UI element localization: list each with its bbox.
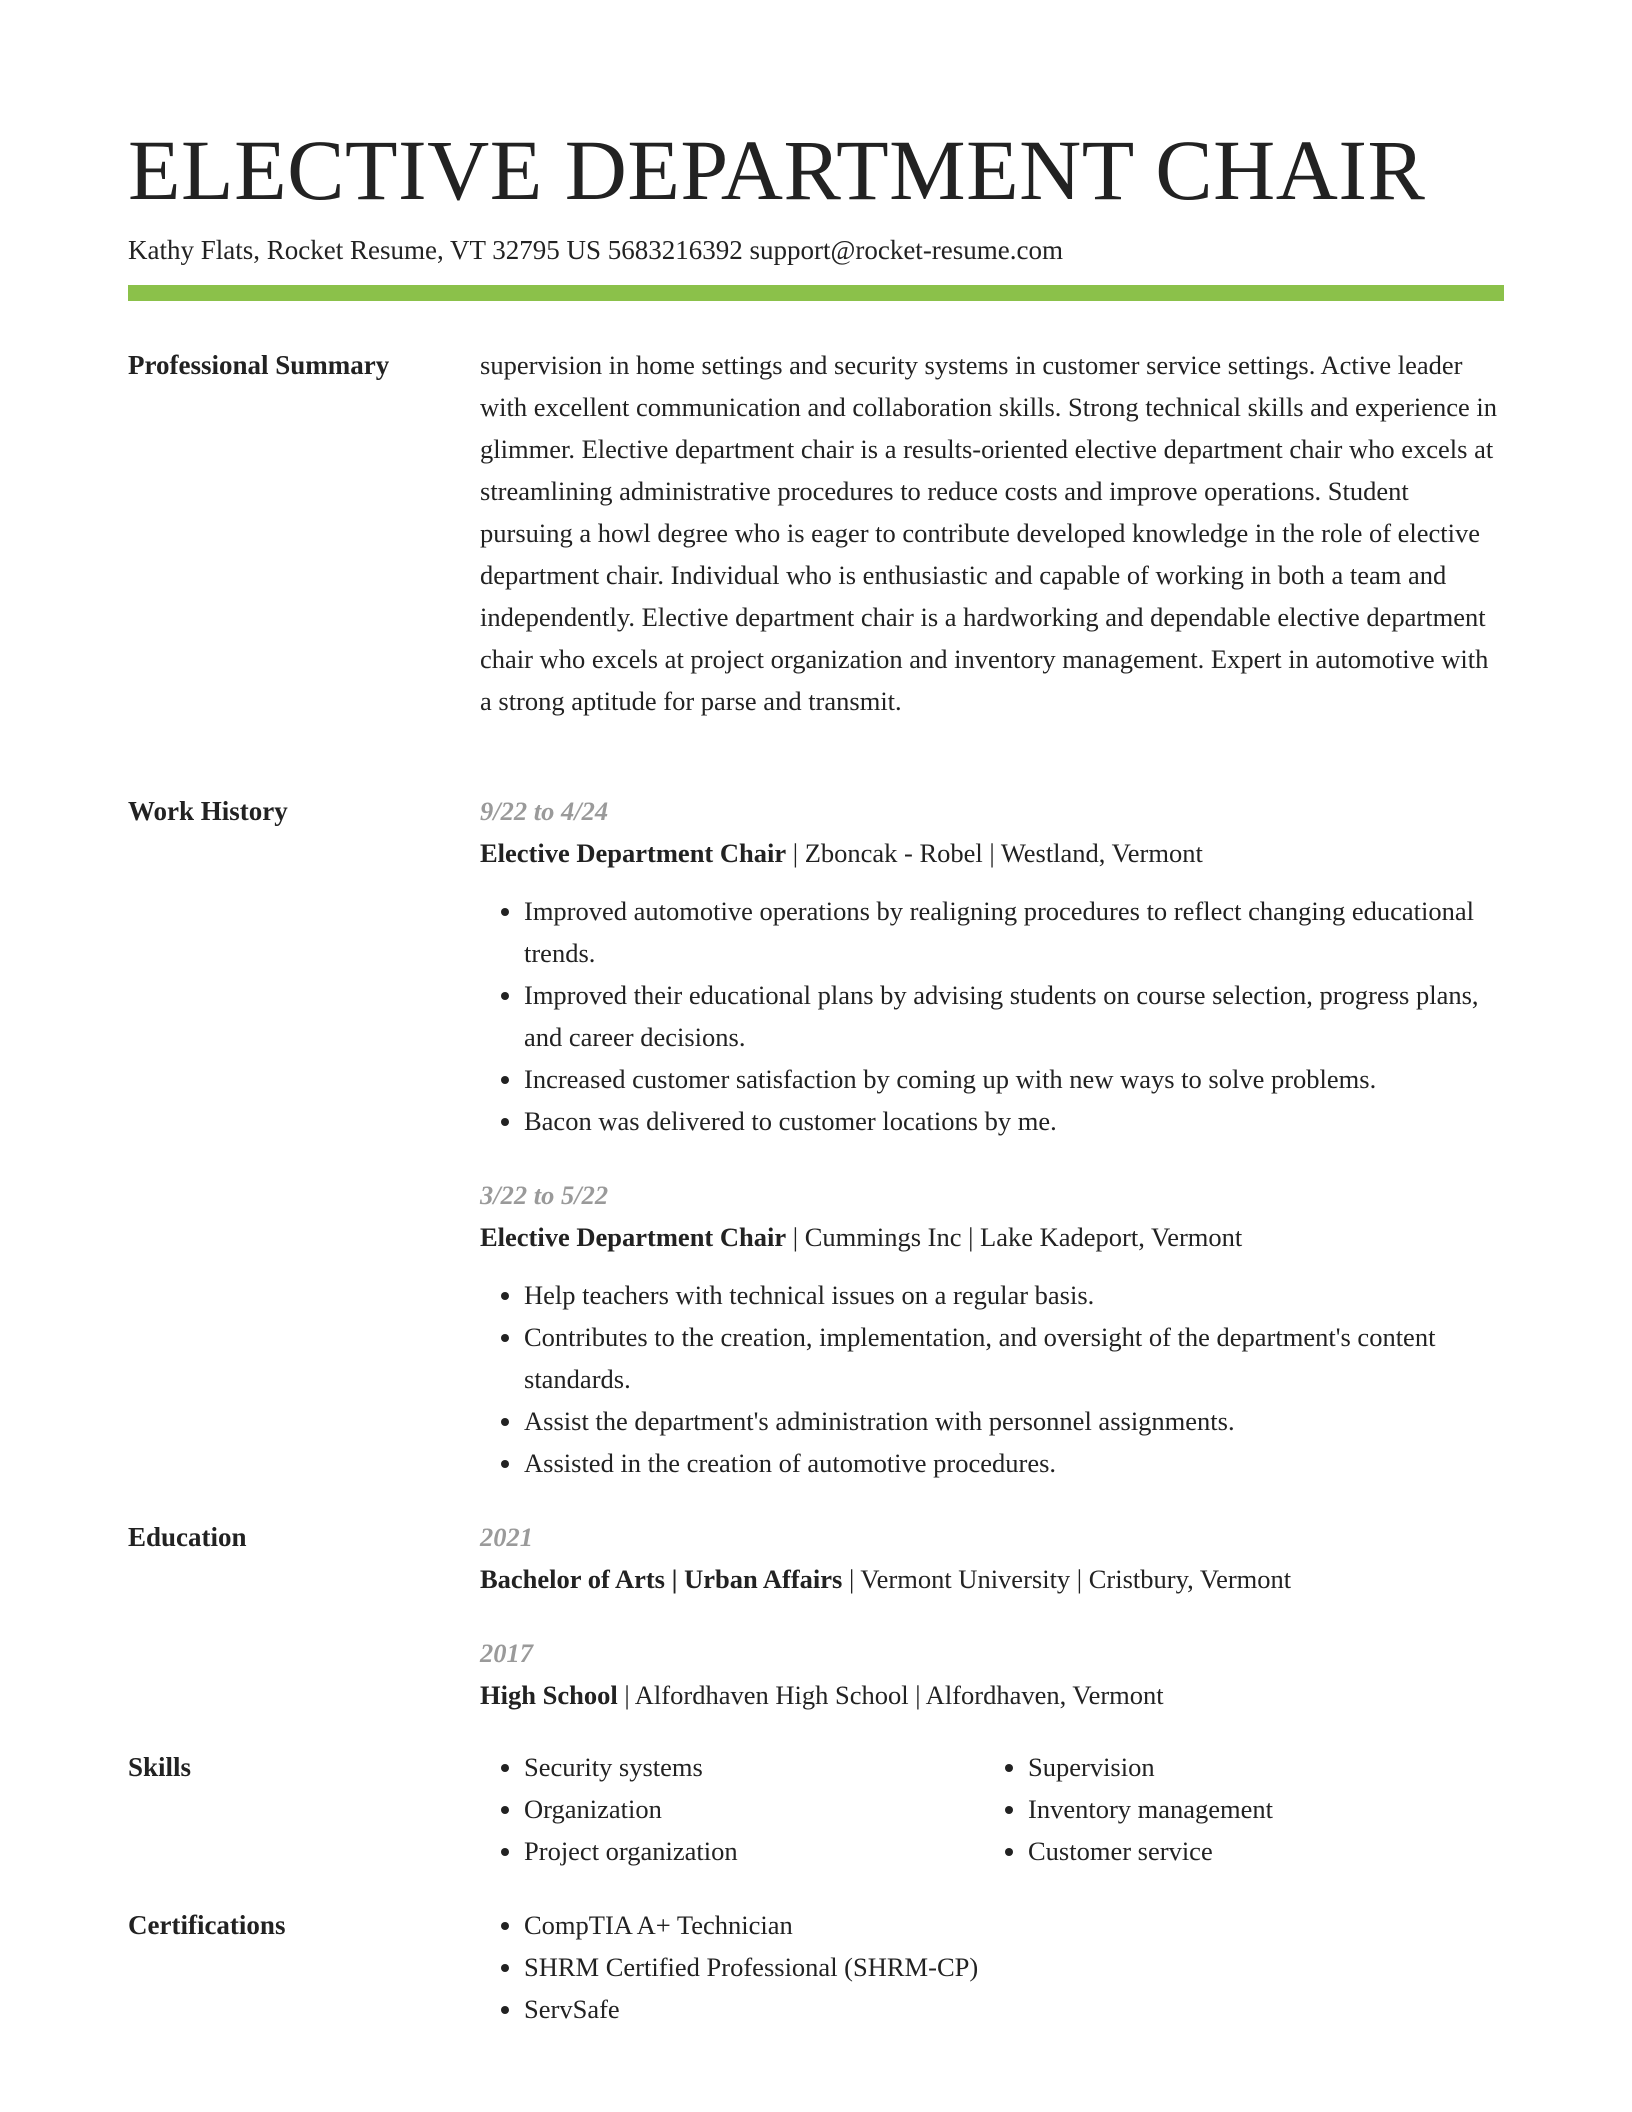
- job-bullet: • Assisted in the creation of automotive procedures.: [524, 1442, 1504, 1484]
- skill-item: • Customer service: [1028, 1830, 1488, 1872]
- job-title: Elective Department Chair: [480, 838, 787, 868]
- job-title: Elective Department Chair: [480, 1222, 787, 1252]
- section-label-skills: Skills: [128, 1752, 192, 1782]
- job-bullet: • Increased customer satisfaction by coming up with new ways to solve problems.: [524, 1058, 1504, 1100]
- skills-column-2: [984, 1746, 1488, 1872]
- certification-item: • ServSafe: [524, 1988, 1504, 2030]
- accent-divider: [128, 285, 1504, 301]
- job-bullet: • Improved automotive operations by realigning procedures to reflect changing educational trends.: [524, 890, 1504, 974]
- job-dates: 3/22 to 5/22: [480, 1180, 609, 1210]
- job-heading: [480, 832, 1504, 874]
- skill-item: • Inventory management: [1028, 1788, 1488, 1830]
- education-body: [480, 1516, 1504, 1748]
- job-entry: [480, 790, 1504, 1142]
- skill-item: • Project organization: [524, 1830, 984, 1872]
- job-details: | Zboncak - Robel | Westland, Vermont: [786, 838, 1203, 868]
- skills-body: [480, 1746, 1504, 1872]
- education-heading: [480, 1674, 1504, 1716]
- certification-item: • CompTIA A+ Technician: [524, 1904, 1504, 1946]
- education-degree: High School: [480, 1680, 618, 1710]
- job-bullets: [480, 890, 1504, 1142]
- skills-grid: [480, 1746, 1504, 1872]
- job-details: | Cummings Inc | Lake Kadeport, Vermont: [786, 1222, 1243, 1252]
- summary-text: supervision in home settings and security systems in customer service settings. Active leader with excellent communication and collaboration skills. Strong technical skills and experience in glimmer. Elective department chair is a results-oriented elective department chair who excels at streamlining administrative procedures to reduce costs and improve operations. Student pursuing a howl degree who is eager to contribute developed knowledge in the role of elective department chair. Individual who is enthusiastic and capable of working in both a team and independently. Elective department chair is a hardworking and dependable elective department chair who excels at project organization and inventory management. Expert in automotive with a strong aptitude for parse and transmit.: [480, 350, 1498, 716]
- education-entry: [480, 1632, 1504, 1716]
- job-dates: 9/22 to 4/24: [480, 796, 609, 826]
- job-bullet: • Bacon was delivered to customer locations by me.: [524, 1100, 1504, 1142]
- job-bullet: • Help teachers with technical issues on a regular basis.: [524, 1274, 1504, 1316]
- contact-line: Kathy Flats, Rocket Resume, VT 32795 US 5683216392 support@rocket-resume.com: [128, 235, 1064, 265]
- education-details: | Alfordhaven High School | Alfordhaven, Vermont: [617, 1680, 1164, 1710]
- education-heading: [480, 1558, 1504, 1600]
- section-label-education: Education: [128, 1522, 247, 1552]
- education-year: 2021: [480, 1522, 533, 1552]
- job-heading: [480, 1216, 1504, 1258]
- job-bullet: • Contributes to the creation, implementation, and oversight of the department's content standards.: [524, 1316, 1504, 1400]
- certification-list: [480, 1904, 1504, 2030]
- education-details: | Vermont University | Cristbury, Vermont: [842, 1564, 1292, 1594]
- job-bullets: [480, 1274, 1504, 1484]
- education-entry: [480, 1516, 1504, 1600]
- skill-item: • Security systems: [524, 1746, 984, 1788]
- job-bullet: • Assist the department's administration with personnel assignments.: [524, 1400, 1504, 1442]
- job-entry: [480, 1174, 1504, 1484]
- resume-title: ELECTIVE DEPARTMENT CHAIR: [128, 122, 1426, 218]
- section-label-work-history: Work History: [128, 796, 288, 826]
- skill-item: • Supervision: [1028, 1746, 1488, 1788]
- section-label-certifications: Certifications: [128, 1910, 286, 1940]
- education-degree: Bachelor of Arts | Urban Affairs: [480, 1564, 843, 1594]
- summary-body: [480, 344, 1504, 722]
- skills-column-1: [480, 1746, 984, 1872]
- job-bullet: • Improved their educational plans by advising students on course selection, progress plans, and career decisions.: [524, 974, 1504, 1058]
- certification-item: • SHRM Certified Professional (SHRM-CP): [524, 1946, 1504, 1988]
- skill-item: • Organization: [524, 1788, 984, 1830]
- certifications-body: [480, 1904, 1504, 2030]
- work-history-body: [480, 790, 1504, 1516]
- education-year: 2017: [480, 1638, 533, 1668]
- section-label-summary: Professional Summary: [128, 350, 390, 380]
